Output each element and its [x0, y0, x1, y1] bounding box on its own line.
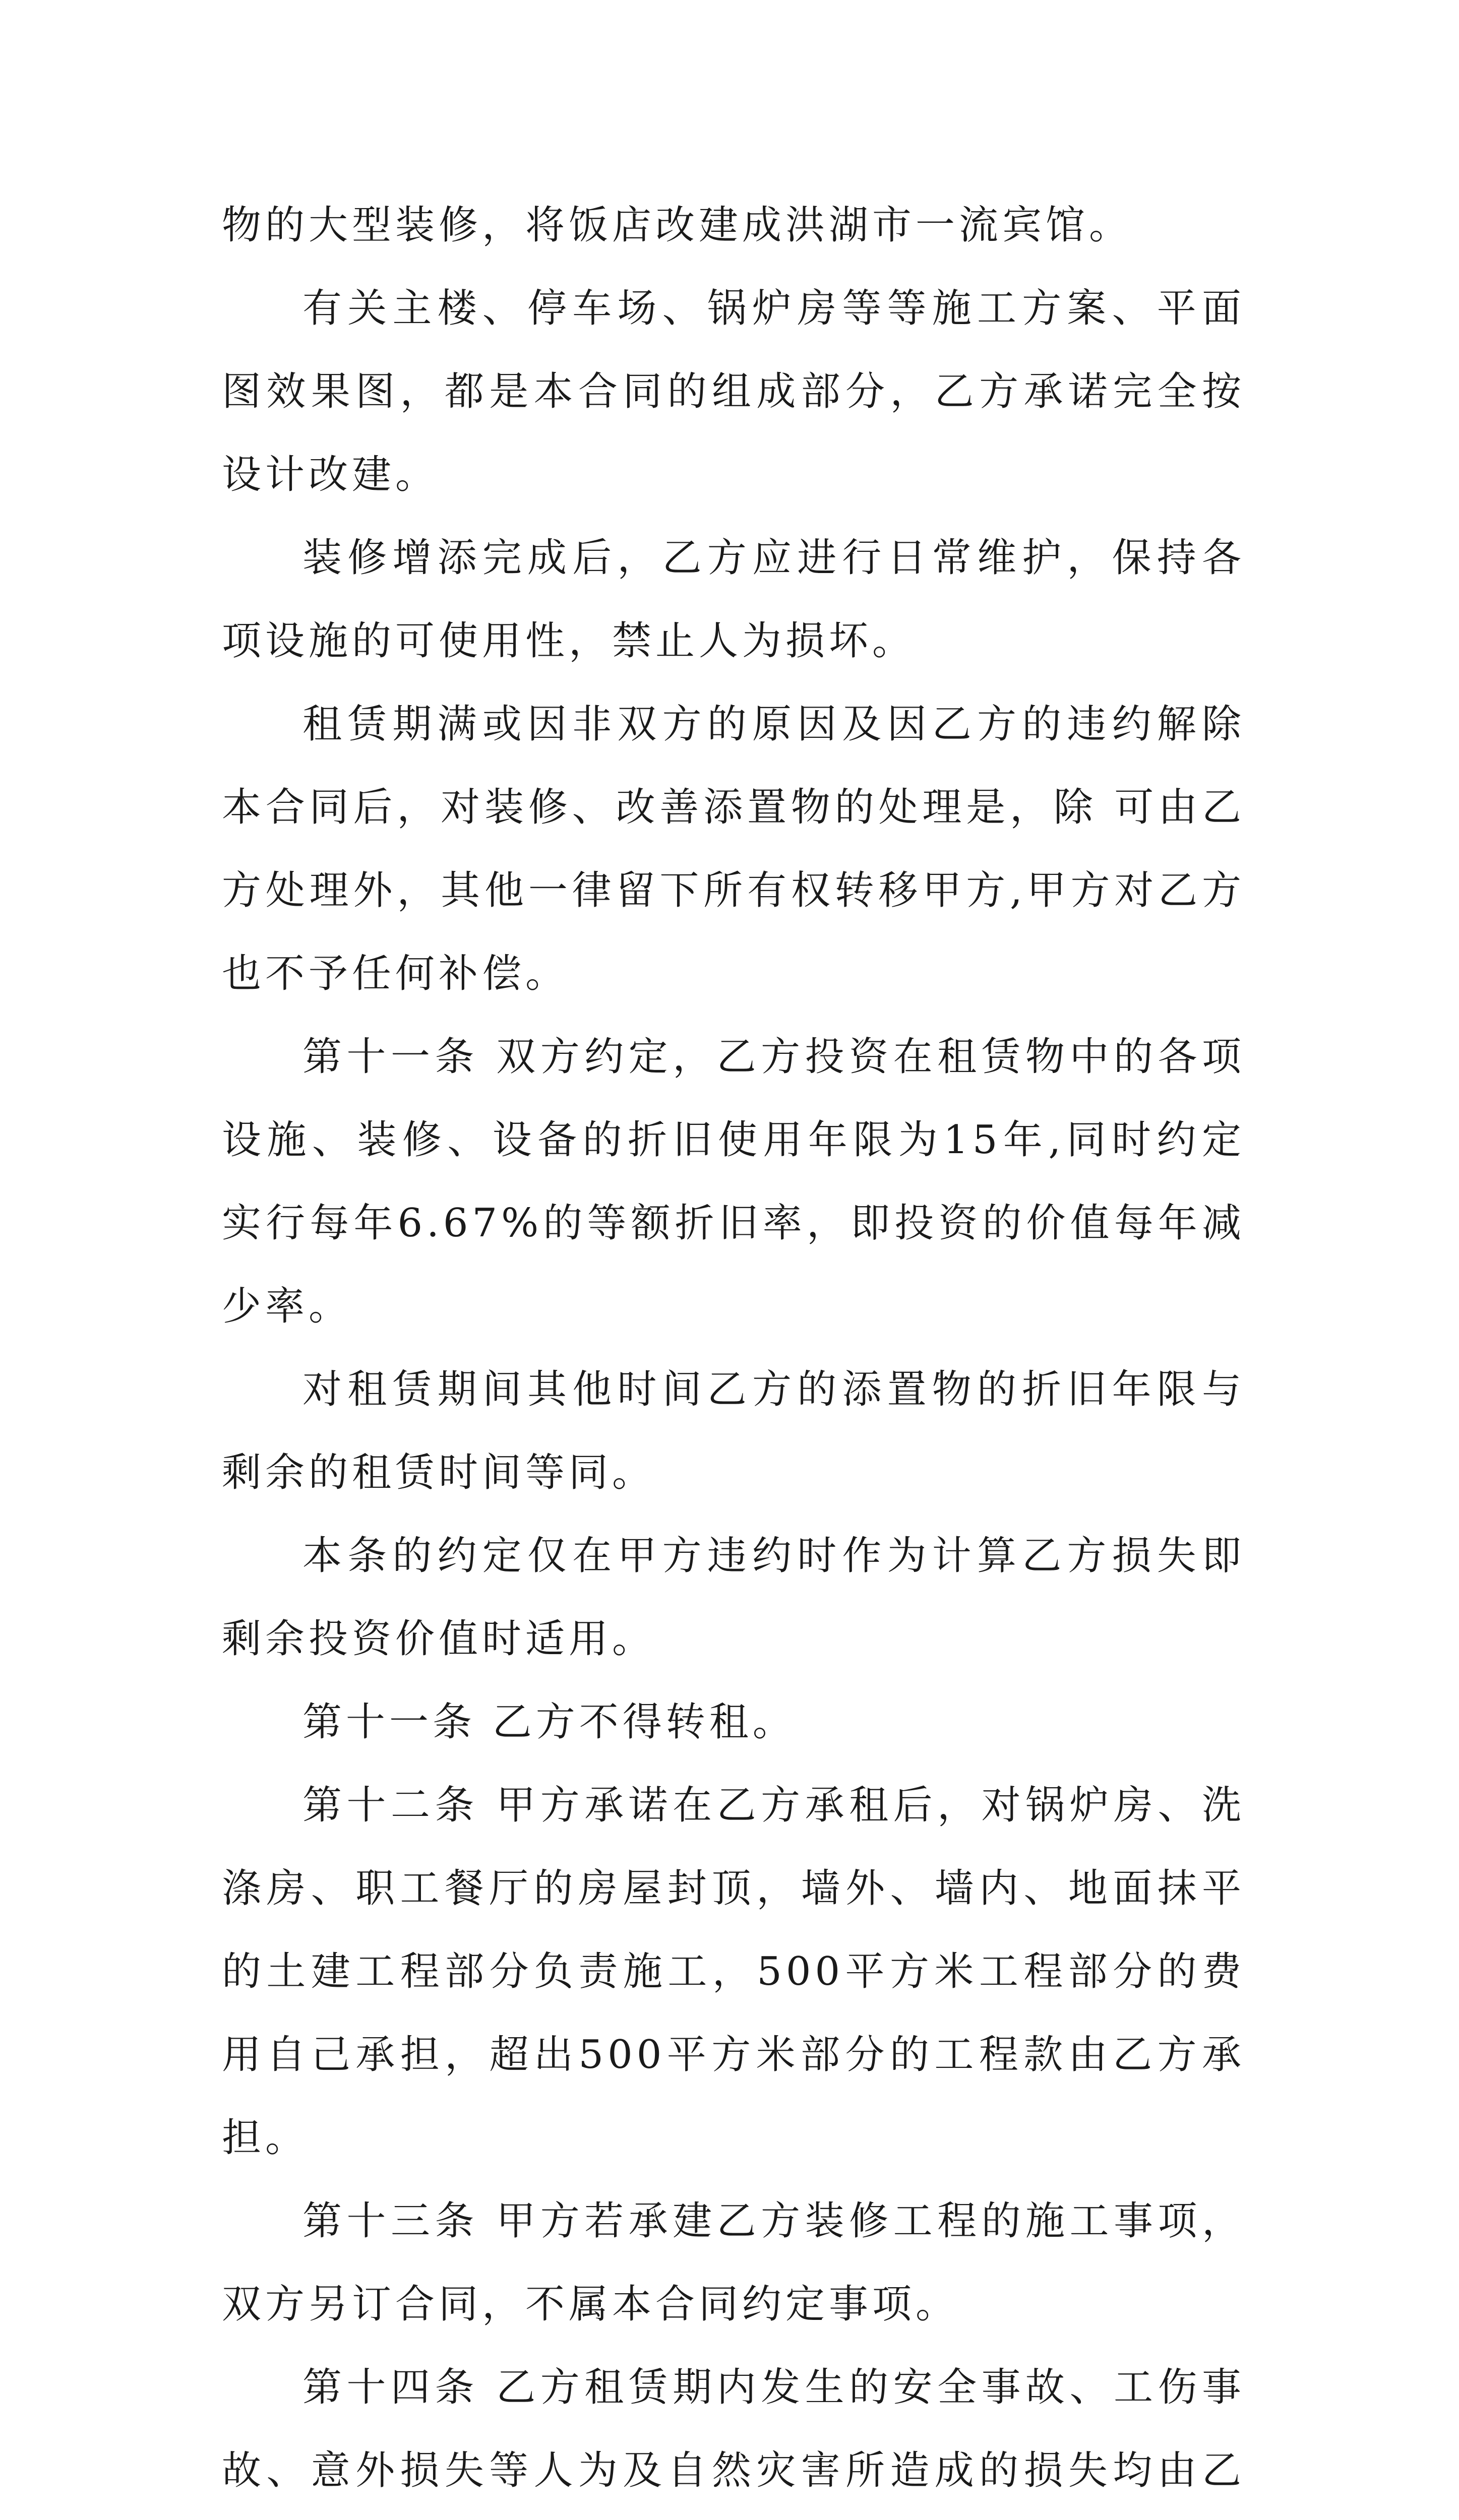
paragraph-4: 租赁期满或因非双方的原因及因乙方的违约解除本合同后，对装修、改善添置物的处理是，除 可由乙方处理外，其他一律留下所有权转移甲方,甲方对乙方也不予任何补偿。: [222, 702, 1245, 996]
paragraph-10-article-13: 第十三条 甲方若承建乙方装修工程的施工事项，双方另订合同，不属本合同约定事项。: [222, 2198, 1245, 2327]
paragraph-7: 本条的约定仅在甲方违约时作为计算乙方损失即剩余投资价值时适用。: [222, 1533, 1245, 1662]
paragraph-3: 装修增添完成后，乙方应进行日常维护，保持各项设施的可使用性，禁止人为损坏。: [222, 535, 1245, 664]
document-body: [222, 184, 1245, 2520]
paragraph-11-article-14: 第十四条 乙方租赁期内发生的安全事故、工伤事故、意外损失等人为及自然灾害所造成的损失均由乙: [222, 2365, 1245, 2493]
paragraph-5-article-11: 第十一条 双方约定，乙方投资在租赁物中的各项设施、装修、设备的折旧使用年限为15年,同时约定实行每年6.67%的等额折旧率，即投资的价值每年减少率。: [222, 1034, 1245, 1329]
paragraph-1: 物的大型装修，将饭店改建成洪湖市一流宾馆。: [222, 203, 1133, 248]
paragraph-9-article-12: 第十二条 甲方承诺在乙方承租后，对锅炉房、洗涤房、职工餐厅的房屋封顶，墙外、墙内、地面抹平的土建工程部分负责施工，500平方米工程部分的费用自己承担，超出500平方米部分的工程款由乙方承担。: [222, 1783, 1245, 2161]
paragraph-2: 有关主楼、停车场、锅炉房等等施工方案、平面图效果图，都是本合同的组成部分，乙方承诺完全按设计改建。: [222, 286, 1245, 497]
paragraph-8-article-11b: 第十一条 乙方不得转租。: [302, 1699, 796, 1745]
paragraph-6: 对租赁期间其他时间乙方的添置物的折旧年限与剩余的租赁时间等同。: [222, 1367, 1245, 1495]
